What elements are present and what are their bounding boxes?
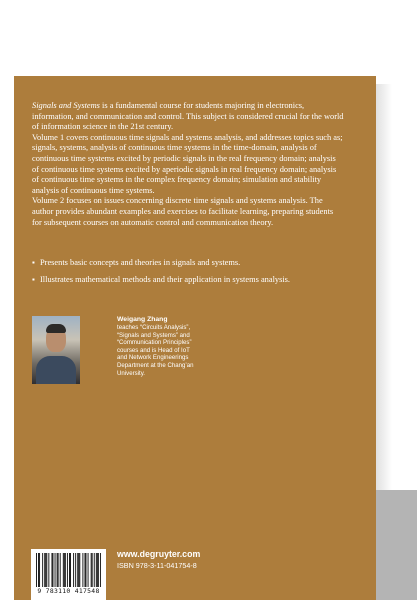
bullet-icon: ▪	[32, 274, 35, 284]
author-photo	[32, 316, 80, 384]
blurb-volume-1: Volume 1 covers continuous time signals and systems analysis, and addresses topics such as; signals, systems, analysis of continuous time systems in the time-domain, analysis of continuous time systems excited by periodic signals in the real frequency domain; analysis of continuous time systems excited by aperiodic signals in real frequency domain; analysis of continuous time systems in the complex frequency domain; simulation and stability analysis of continuous time systems.	[32, 132, 343, 195]
blurb-intro	[32, 101, 344, 133]
blurb-intro-text: is a fundamental course for students majoring in electronics, information, and communication and control. This subject is considered crucial for the world of information science in the 21st century.	[32, 101, 344, 132]
bullet-icon: ▪	[32, 258, 35, 267]
author-name: Weigang Zhang	[117, 316, 168, 323]
author-photo-shirt	[36, 356, 76, 384]
blurb-volume-2: Volume 2 focuses on issues concerning discrete time signals and systems analysis. The author provides abundant examples and exercises to facilitate learning, preparing students for subsequent courses on automatic control and communication theory.	[32, 196, 334, 227]
grey-strip	[376, 490, 417, 600]
feature-item	[32, 275, 352, 286]
publisher-url[interactable]: www.degruyter.com	[117, 549, 201, 559]
feature-item	[32, 258, 352, 269]
feature-list	[32, 258, 352, 291]
isbn-number: ISBN 978-3-11-041754-8	[117, 561, 197, 570]
feature-text: Presents basic concepts and theories in signals and systems.	[40, 258, 241, 267]
author-photo-hair	[46, 324, 66, 333]
book-title: Signals and Systems	[32, 101, 100, 110]
barcode-digits: 9 783110 417548	[37, 587, 100, 595]
feature-text: Illustrates mathematical methods and their application in systems analysis.	[40, 274, 291, 284]
cover-blurb	[32, 101, 344, 228]
isbn-barcode	[31, 549, 106, 600]
barcode-bars	[36, 553, 101, 587]
author-bio: teaches “Circuits Analysis”, “Signals and Systems” and “Communication Principles” courses and is Head of IoT and Network Engineerings Department at the Chang’an University.	[117, 324, 194, 377]
